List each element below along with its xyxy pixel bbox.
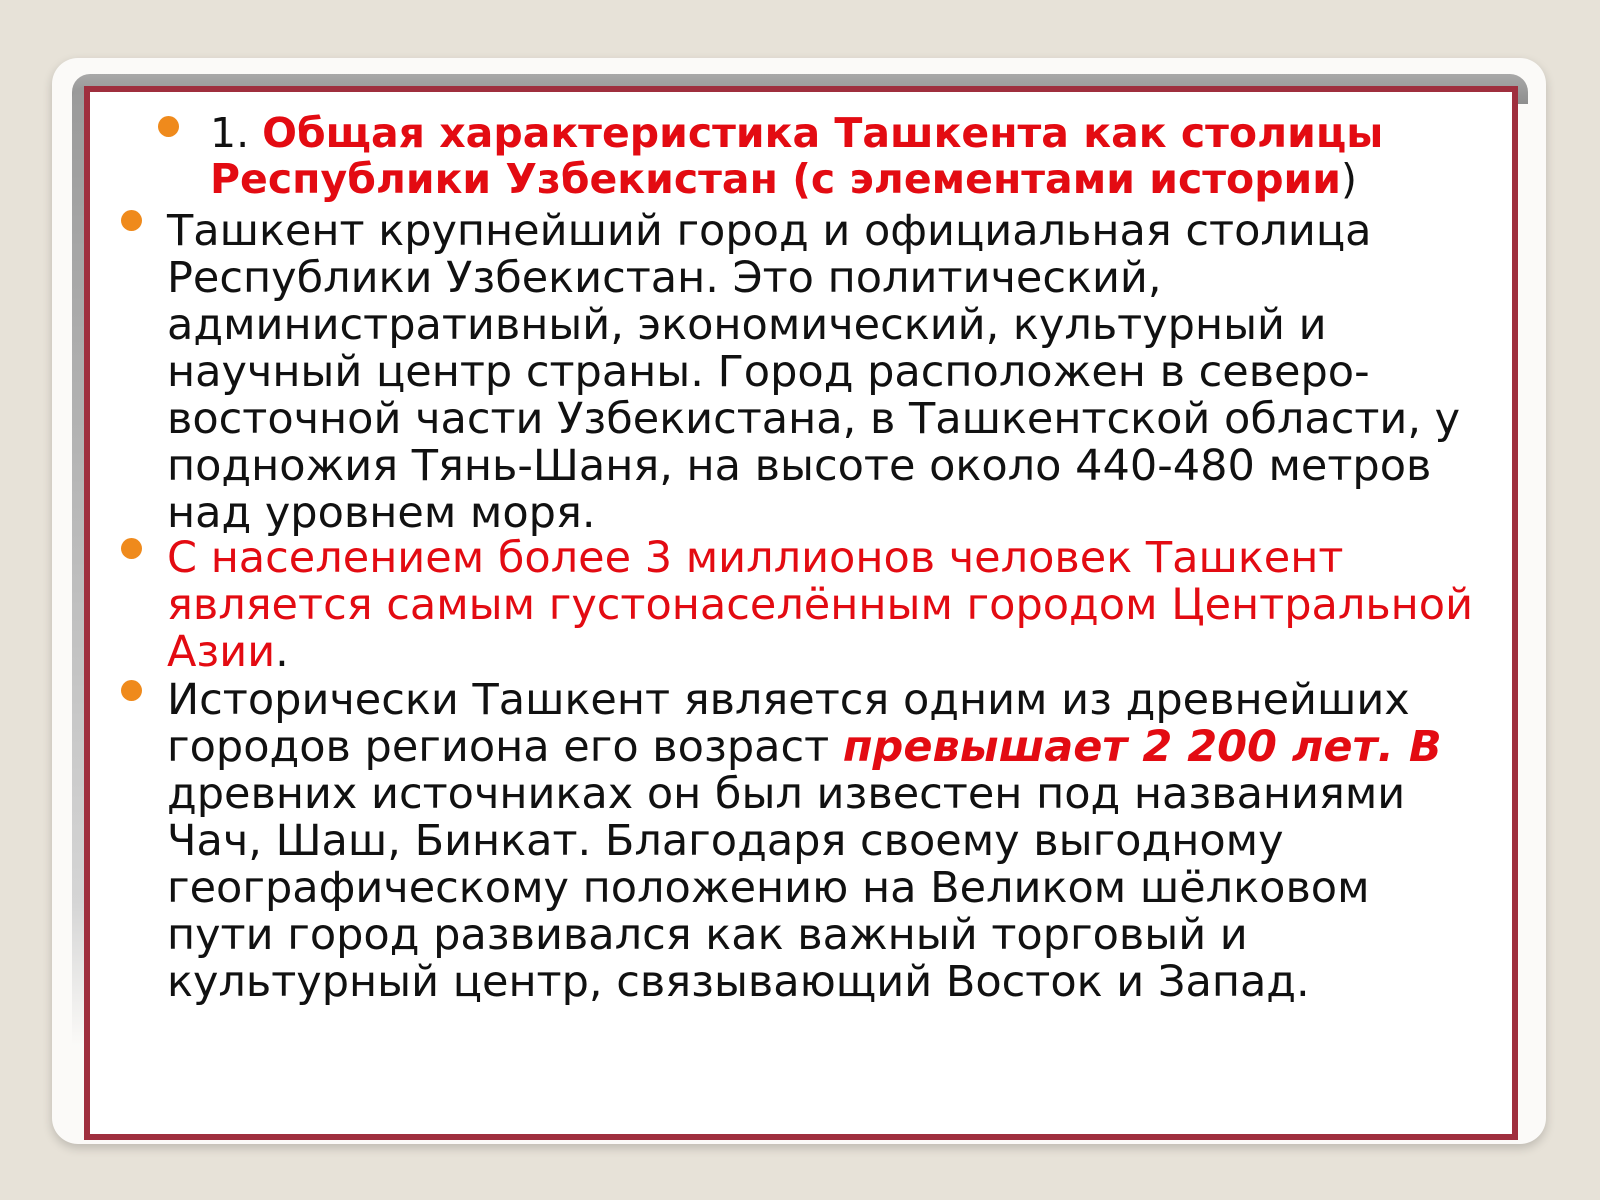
bullet-icon [121, 210, 142, 231]
bullet-icon [121, 680, 142, 701]
paragraph-history [167, 677, 1487, 1006]
history-text-start: Исторически Ташкент является одним из древнейших городов региона его возраст [167, 675, 1410, 772]
paragraph-tashkent-overview: Ташкент крупнейший город и официальная столица Республики Узбекистан. Это политический, административный, экономический, культурный и научный центр страны. Город расположен в северо-восточной части Узбекистана, в Ташкентской области, у подножия Тянь-Шаня, на высоте около 440-480 метров над уровнем моря. [167, 206, 1461, 538]
bullet-icon [121, 538, 142, 559]
history-text-end: древних источниках он был известен под названиями Чач, Шаш, Бинкат. Благодаря своему выгодному географическому положению на Великом шёлковом пути город развивался как важный торговый и культурный центр, связывающий Восток и Запад. [167, 769, 1406, 1007]
history-age-highlight: превышает 2 200 лет. В [842, 722, 1442, 772]
paragraph-population [167, 535, 1487, 676]
heading-title: Общая характеристика Ташкента как столицы Республики Узбекистан (с элементами истории [210, 109, 1384, 203]
heading-number: 1. [210, 109, 263, 157]
bullet-icon [158, 116, 179, 137]
slide-heading [210, 110, 1510, 202]
population-period: . [275, 627, 289, 677]
population-text: С населением более 3 миллионов человек Ташкент является самым густонаселённым городом Центральной Азии [167, 533, 1474, 677]
heading-close-paren: ) [1341, 155, 1358, 203]
